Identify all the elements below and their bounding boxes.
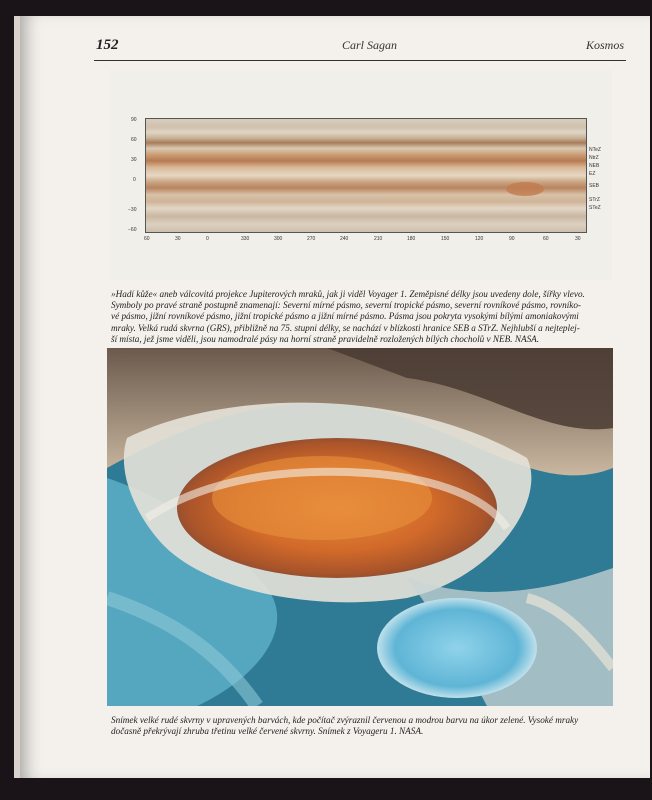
map-band-label: NTeZ: [589, 147, 601, 153]
figure-1-caption: »Hadí kůže« aneb válcovitá projekce Jupiterových mraků, jak ji viděl Voyager 1. Zeměpisné délky jsou uvedeny dole, šířky vlevo. Symboly po pravé straně postupně znamenají: Severní mírné pásmo, severní tropické pásmo, severní rovníkové pásmo, rovníko- vé pásmo, jižní rovníkové pásmo, jižní tropické pásmo a jižní mírné pásmo. Pásma jsou pokryta vysokými bílými amoniakovými mraky. Velká rudá skvrna (GRS), přibližně na 75. stupni délky, se nachází v blízkosti hranice SEB a STrZ. Nejhlubší a nejteplej- ší místa, jež jsme viděli, jsou namodralé pásy na horní straně pravidelně rozložených bílých chocholů v NEB. NASA.: [111, 289, 585, 344]
map-latitude-label: 30: [131, 157, 137, 163]
map-latitude-label: −30: [128, 207, 137, 213]
figure-2-caption: Snímek velké rudé skvrny v upravených barvách, kde počítač zvýraznil červenou a modrou barvu na úkor zelené. Vysoké mraky dočasně překrývají zhruba třetinu velké červené skvrny. Snímek z Voyageru 1. NASA.: [111, 715, 579, 737]
map-latitude-label: 60: [131, 137, 137, 143]
map-longitude-label: 180: [407, 236, 416, 242]
map-longitude-label: 90: [509, 236, 515, 242]
map-latitude-label: 0: [133, 177, 136, 183]
map-band-label: SEB: [589, 183, 600, 189]
map-latitude-label: −60: [128, 227, 137, 233]
map-longitude-label: 330: [241, 236, 250, 242]
map-longitude-label: 0: [206, 236, 209, 242]
map-band-label: EZ: [589, 171, 596, 177]
map-band-label: NtrZ: [589, 155, 599, 161]
running-header-author: Carl Sagan: [342, 38, 398, 52]
map-band-label: STeZ: [589, 205, 601, 211]
map-longitude-label: 270: [307, 236, 316, 242]
header-rule: [94, 60, 626, 61]
jupiter-cloud-map-image: [146, 119, 586, 232]
running-header-title: Kosmos: [586, 38, 625, 52]
map-longitude-label: 30: [575, 236, 581, 242]
map-longitude-label: 30: [175, 236, 181, 242]
map-longitude-label: 210: [374, 236, 383, 242]
map-longitude-label: 240: [340, 236, 349, 242]
great-red-spot-illustration: [107, 348, 613, 706]
map-band-label: STrZ: [589, 197, 600, 203]
map-band-label: NEB: [589, 163, 600, 169]
map-longitude-label: 120: [475, 236, 484, 242]
map-longitude-label: 150: [441, 236, 450, 242]
jupiter-cylindrical-map-figure: [109, 70, 612, 280]
map-latitude-label: 90: [131, 117, 137, 123]
great-red-spot-photo: [107, 348, 613, 706]
page-number: 152: [96, 37, 119, 53]
map-longitude-label: 300: [274, 236, 283, 242]
map-longitude-label: 60: [543, 236, 549, 242]
map-longitude-label: 60: [144, 236, 150, 242]
